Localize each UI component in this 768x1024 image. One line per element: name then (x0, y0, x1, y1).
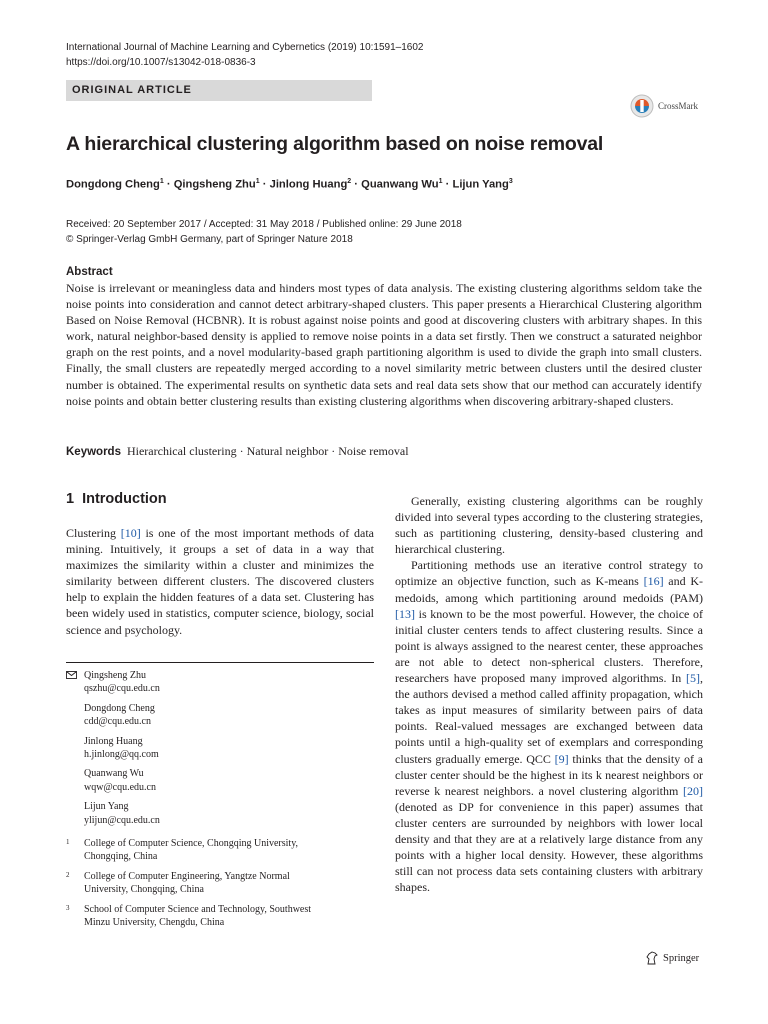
contact-entry (84, 767, 374, 794)
author-name[interactable]: Jinlong Huang (269, 178, 348, 191)
author-affil-mark: 2 (347, 178, 352, 185)
text-run: is known to be the most powerful. However, the choice of initial cluster centers tends to affect clustering results. Since a point is always assigned to the nearest center, these approaches are not able to detect non-spherical clusters. Therefore, researchers have proposed many improved algorithms. In (395, 606, 703, 686)
envelope-icon (66, 671, 77, 679)
author-affil-mark: 1 (255, 178, 260, 185)
text-run: Partitioning methods use an iterative control strategy to optimize an objective function, such as K-means (395, 558, 703, 589)
author-name[interactable]: Qingsheng Zhu (173, 178, 256, 191)
citation-link[interactable]: [9] (554, 751, 569, 766)
author-separator: · (351, 178, 362, 191)
author-name[interactable]: Lijun Yang (452, 178, 509, 191)
author-affil-mark: 1 (159, 178, 164, 185)
publisher-footer (646, 951, 699, 965)
author-separator: · (442, 178, 453, 191)
affiliation-text: College of Computer Science, Chongqing University, Chongqing, China (84, 838, 299, 863)
affiliation-entry (66, 870, 374, 897)
contact-name: Lijun Yang (84, 801, 129, 813)
left-column (66, 525, 374, 638)
contact-name: Dongdong Cheng (84, 702, 155, 714)
text-run: Clustering (66, 526, 121, 540)
abstract-text: Noise is irrelevant or meaningless data and hinders most types of data analysis. The existing clustering algorithms seldom take the noise points into consideration and cannot detect arbitrary-shaped clusters. This paper presents a Hierarchical Clustering algorithm Based on Noise Removal (HCBNR). It is robust against noise points and good at discovering clusters with arbitrary shapes. In this work, natural neighbor-based density is applied to remove noise points in a data set firstly. Then we construct a saturated neighbor graph on the rest points, and a novel modularity-based graph partitioning algorithm is used to divide the graph into small clusters. Finally, the small clusters are repeatedly merged according to a novel similarity metric between clusters until the desired cluster number is obtained. The experimental results on synthetic data sets and real data sets show that our method can accurately identify noise points and obtain better clustering results than existing clustering algorithms when discovering arbitrary-shaped clusters. (66, 281, 702, 408)
right-column (395, 493, 703, 895)
body-paragraph (395, 557, 703, 895)
contact-email[interactable]: wqw@cqu.edu.cn (84, 781, 156, 793)
text-run: (denoted as DP for convenience in this paper) assumes that cluster centers are surrounded by neighbors with lower local density and that they are at a relatively large distance from any points with a higher local density. However, these algorithms still can not process data sets containing clusters with arbitrary shapes. (395, 799, 703, 895)
section-title: Introduction (82, 491, 167, 507)
dates-line: Received: 20 September 2017 / Accepted: 31 May 2018 / Published online: 29 June 2018 (66, 219, 462, 230)
intro-paragraph (66, 525, 374, 638)
contact-name: Quanwang Wu (84, 768, 144, 780)
affiliation-number: 1 (66, 838, 70, 846)
author-name[interactable]: Dongdong Cheng (66, 178, 160, 191)
contact-email[interactable]: qszhu@cqu.edu.cn (84, 683, 160, 695)
affiliation-text: College of Computer Engineering, Yangtze Normal University, Chongqing, China (84, 870, 290, 896)
crossmark-label: CrossMark (658, 101, 698, 111)
author-list (66, 178, 513, 191)
doi-link[interactable]: https://doi.org/10.1007/s13042-018-0836-3 (66, 57, 256, 68)
contact-name: Jinlong Huang (84, 735, 143, 747)
publication-dates (66, 217, 462, 247)
citation-link[interactable]: [13] (395, 606, 415, 621)
footnote-divider (66, 662, 374, 663)
author-affil-mark: 1 (438, 178, 443, 185)
contact-email[interactable]: cdd@cqu.edu.cn (84, 716, 151, 728)
author-separator: · (259, 178, 270, 191)
springer-horse-icon (646, 951, 658, 965)
affiliation-text: School of Computer Science and Technology, Southwest Minzu University, Chengdu, China (84, 903, 312, 929)
contact-name: Qingsheng Zhu (84, 670, 146, 681)
contact-entry (84, 702, 374, 729)
body-paragraph: Generally, existing clustering algorithms can be roughly divided into several types according to the clustering strategies, such as partitioning clustering, density-based clustering and hierarchical clustering. (395, 494, 703, 557)
text-run: and K-medoids, among which partitioning around medoids (PAM) (395, 574, 703, 605)
publisher-name: Springer (663, 952, 700, 964)
crossmark-icon (630, 94, 654, 118)
contact-email[interactable]: h.jinlong@qq.com (84, 749, 159, 761)
text-run: thinks that the density of a cluster center should be the highest in its k nearest neighbors or reverse k nearest neighbors. a novel clustering algorithm (395, 751, 703, 798)
crossmark-badge[interactable] (630, 92, 704, 120)
affiliation-number: 3 (66, 903, 70, 912)
keywords-text: Hierarchical clustering · Natural neighbor · Noise removal (126, 444, 409, 458)
affiliation-entry (66, 903, 374, 930)
journal-header (66, 40, 466, 70)
keywords (66, 444, 706, 459)
contact-entry (84, 669, 374, 696)
contact-email[interactable]: ylijun@cqu.edu.cn (84, 814, 160, 826)
citation-link[interactable]: [5] (686, 671, 700, 686)
copyright-line: © Springer-Verlag GmbH Germany, part of Springer Nature 2018 (66, 234, 353, 245)
text-run: is one of the most important methods of data mining. Intuitively, it groups a set of data in a way that maximizes the similarity within a cluster and minimizes the similarity between different clusters. The discovered clusters help to explain the hidden features of a data set. Clustering has been widely used in statistics, computer science, biology, social science and psychology. (66, 526, 374, 637)
text-run: , the authors devised a method called affinity propagation, which takes as input measures of similarity between pairs of data points. Real-valued messages are exchanged between data points until a high-quality set of exemplars and corresponding clusters gradually emerge. QCC (395, 671, 703, 766)
author-affil-mark: 3 (508, 178, 513, 185)
author-name[interactable]: Quanwang Wu (361, 178, 439, 191)
citation-link[interactable]: [10] (120, 526, 141, 540)
paper-title: A hierarchical clustering algorithm based on noise removal (66, 133, 604, 155)
journal-citation: International Journal of Machine Learning and Cybernetics (2019) 10:1591–1602 (66, 42, 424, 53)
contact-entry (84, 735, 374, 762)
affiliation-number: 2 (66, 870, 70, 879)
author-contacts (84, 669, 374, 833)
section-heading (66, 491, 167, 507)
author-separator: · (163, 178, 174, 191)
citation-link[interactable]: [16] (643, 574, 664, 589)
article-type-banner: ORIGINAL ARTICLE (66, 80, 372, 101)
abstract-heading: Abstract (66, 266, 113, 278)
affiliation-entry (66, 837, 374, 864)
keywords-label: Keywords (66, 446, 121, 458)
contact-entry (84, 800, 374, 827)
citation-link[interactable]: [20] (683, 783, 703, 798)
section-number: 1 (66, 491, 75, 507)
affiliations (66, 837, 374, 935)
